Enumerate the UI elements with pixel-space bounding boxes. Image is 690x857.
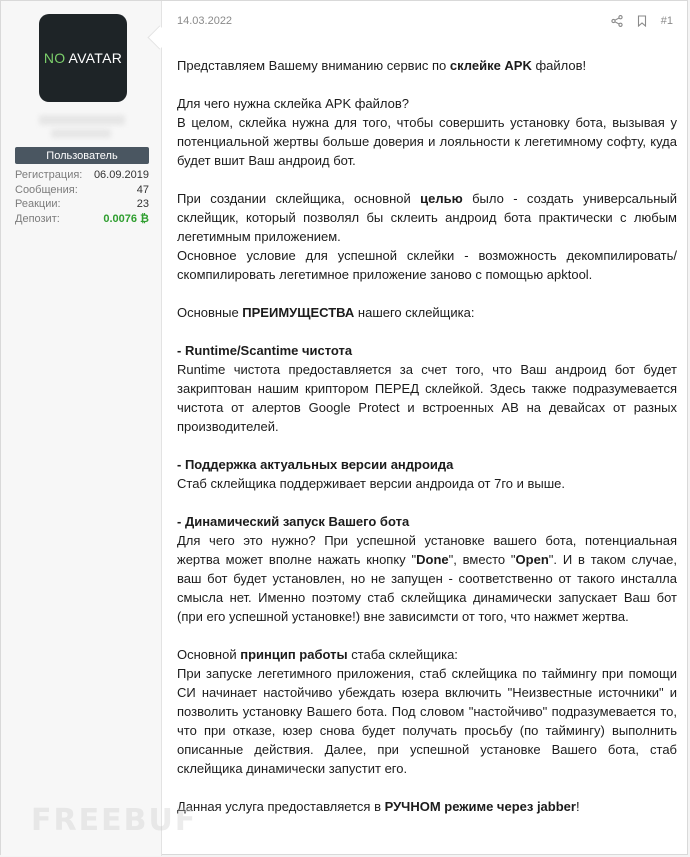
feature-text: Стаб склейщика поддерживает версии андроида от 7го и выше.	[177, 476, 566, 491]
username-blur-line	[39, 115, 125, 125]
stat-value: 0.0076 ₿	[103, 212, 149, 225]
post-actions	[611, 15, 673, 27]
avatar-no-text: NO	[43, 50, 66, 66]
feature-title: - Динамический запуск Вашего бота	[177, 514, 410, 529]
avatar-label: AVATAR	[68, 50, 123, 66]
user-role-badge: Пользователь	[15, 147, 149, 164]
share-icon[interactable]	[611, 15, 623, 27]
condition-paragraph: Основное условие для успешной склейки - возможность декомпилировать/скомпилировать легетимное приложение заново с помощью apktool.	[177, 248, 677, 282]
post-meta	[177, 15, 673, 31]
stat-label: Регистрация:	[15, 169, 83, 181]
user-title-blur-line	[51, 129, 111, 138]
principle-text: При запуске легетимного приложения, стаб склейщика по таймингу при помощи СИ начинает настойчиво убеждать юзера включить "Неизвестные источники" и позволить установку Вашего бота. Под словом "настойчиво" подразумевается то, что при отказе, юзер снова будет получать просьбу (по таймингу) выполнить описанные действия. Далее, при успешной установке Вашего бота, стаб склейщика динамически запустит его.	[177, 666, 677, 776]
goal-paragraph: При создании склейщика, основной целью было - создать универсальный склейщик, который позволял бы склеить андроид бота практически с любым легетимным приложением.	[177, 191, 677, 244]
watermark-logo: FREEBUF	[31, 803, 198, 838]
username-blurred	[35, 113, 131, 141]
question-heading: Для чего нужна склейка APK файлов?	[177, 96, 410, 111]
stat-label: Сообщения:	[15, 183, 78, 196]
avatar[interactable]	[39, 14, 127, 102]
post-body	[177, 56, 677, 816]
advantages-heading: Основные ПРЕИМУЩЕСТВА нашего склейщика:	[177, 305, 475, 320]
stat-registration	[15, 168, 149, 183]
user-stats	[15, 168, 149, 226]
feature-title: - Runtime/Scantime чистота	[177, 343, 353, 358]
principle-heading: Основной принцип работы стаба склейщика:	[177, 647, 458, 662]
feature-text: Runtime чистота предоставляется за счет того, что Ваш андроид бот будет закриптован нашим криптором ПЕРЕД склейкой. Здесь также подразумевается чистота от алертов Google Protect и встроенных АВ на девайсах от разных производителей.	[177, 362, 677, 434]
user-sidebar	[1, 1, 162, 856]
stat-value: 06.09.2019	[93, 169, 149, 181]
final-paragraph: Данная услуга предоставляется в РУЧНОМ режиме через jabber!	[177, 799, 580, 814]
intro-paragraph: Представляем Вашему вниманию сервис по склейке APK файлов!	[177, 58, 587, 73]
bookmark-icon[interactable]	[637, 15, 647, 27]
stat-messages	[15, 183, 149, 198]
stat-label: Реакции:	[15, 198, 61, 210]
feature-title: - Поддержка актуальных версии андроида	[177, 457, 454, 472]
answer-paragraph: В целом, склейка нужна для того, чтобы совершить установку бота, вызывая у потенциальной жертвы больше доверия и лояльности к легетимному софту, куда будет вшит Ваш андроид бот.	[177, 115, 677, 168]
stat-reactions	[15, 197, 149, 212]
stat-label: Депозит:	[15, 212, 60, 225]
stat-value: 47	[136, 183, 149, 196]
post-date[interactable]: 14.03.2022	[177, 15, 233, 27]
stat-value: 23	[136, 198, 149, 210]
post-number[interactable]: #1	[660, 15, 673, 27]
feature-text: Для чего это нужно? При успешной установке вашего бота, потенциальная жертва может вполне нажать кнопку "Done", вместо "Open". И в таком случае, ваш бот будет установлен, но не запущен - соответственно от такого инсталла смысла нет. Именно поэтому стаб склейщика динамически запускает Ваш бот (при его успешной установке!) вне зависимсти от того, что нажмет жертва.	[177, 533, 677, 624]
stat-deposit	[15, 212, 149, 227]
